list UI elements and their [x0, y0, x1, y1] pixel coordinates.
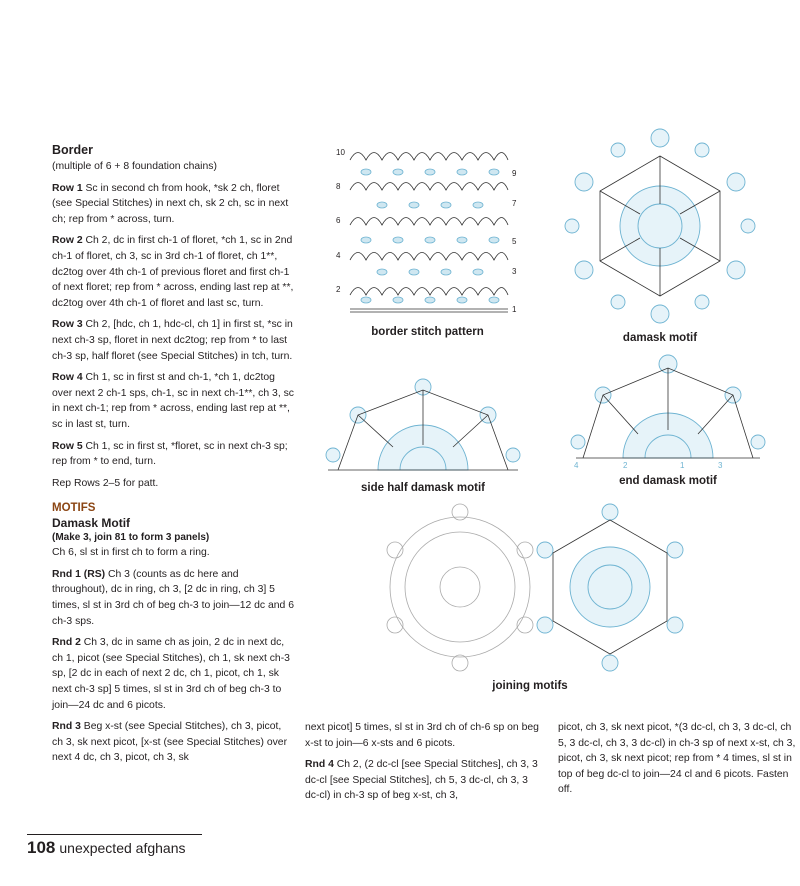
border-heading: Border [52, 143, 93, 157]
row-number-2: 2 [336, 285, 341, 294]
rnd-3: Rnd 3 Beg x-st (see Special Stitches), ch 3, picot, ch 3, sk next picot, [x-st (see Special Stitches) over next 4 dc, ch 3, picot, ch 3, sk [52, 721, 288, 764]
side-half-damask-diagram [318, 375, 528, 475]
row-number-9: 9 [512, 169, 517, 178]
border-row-5: Row 5 Ch 1, sc in first st, *floret, sc in next ch-3 sp; rep from * to end, turn. [52, 440, 288, 468]
damask-motif-caption: damask motif [622, 332, 698, 344]
rnd-3-continued: next picot] 5 times, sl st in 3rd ch of ch-6 sp on beg x-st to join—6 x-sts and 6 picots. [305, 722, 539, 749]
page-footer [27, 838, 185, 858]
damask-heading: Damask Motif [52, 516, 131, 531]
end-damask-caption: end damask motif [619, 475, 717, 487]
border-row-3: Row 3 Ch 2, [hdc, ch 1, hdc-cl, ch 1] in first st, *sc in next ch-3 sp, floret in next dc2tog; rep from * to last ch-3 sp, half floret (see Special Stitches) in tch, turn. [52, 319, 293, 362]
motif-intro: Ch 6, sl st in first ch to form a ring. [52, 547, 210, 559]
end-number-1: 1 [680, 461, 685, 470]
right-column [558, 720, 798, 804]
end-damask-diagram [568, 350, 768, 470]
rnd-2: Rnd 2 Ch 3, dc in same ch as join, 2 dc in next dc, ch 1, picot (see Special Stitches), ch 1, sk next ch-3 sp, [2 dc in each of next 2 dc, ch 1, picot, ch 1, sk next ch-3 sp] 5 times, sl st in 3rd ch of beg ch-3 to join—24 dc and 6 picots. [52, 637, 290, 711]
row-number-3: 3 [512, 267, 517, 276]
book-title: unexpected afghans [59, 840, 186, 856]
left-column [52, 142, 294, 772]
row-number-1: 1 [512, 305, 517, 314]
row-number-10: 10 [336, 148, 345, 157]
row-number-8: 8 [336, 182, 341, 191]
border-stitch-diagram [330, 140, 525, 320]
border-row-2: Row 2 Ch 2, dc in first ch-1 of floret, *ch 1, sc in 2nd ch-1 of floret, ch 3, sc in 3rd ch-1 of floret, ch 1**, dc2tog over 4th ch-1 of previous floret and first ch-1 of next floret; rep from * across, ending last rep at **, dc2tog over 4th ch-1 of floret and last sc, turn. [52, 235, 294, 309]
footer-rule [27, 834, 202, 835]
end-number-3: 3 [718, 461, 723, 470]
motifs-heading: MOTIFS [52, 502, 96, 515]
border-stitch-caption: border stitch pattern [371, 326, 484, 338]
rnd-4-continued: picot, ch 3, sk next picot, *(3 dc-cl, ch 3, 3 dc-cl, ch 5, 3 dc-cl, ch 3, 3 dc-cl) in ch-3 sp of next x-st, ch 3, picot, ch 3, sk next picot; rep from * 4 times, sl st in top of beg dc-cl to join—24 cl and 6 picots. Fasten off. [558, 722, 796, 796]
end-number-2: 2 [623, 461, 628, 470]
joining-motifs-diagram [375, 500, 695, 675]
border-row-4: Row 4 Ch 1, sc in first st and ch-1, *ch 1, dc2tog over next 2 ch-1 sps, ch-1, sc in next ch-1**, ch 3, sc in next ch-1; rep from * across, ending last rep at **, sc in last st, turn. [52, 372, 294, 430]
border-note: (multiple of 6 + 8 foundation chains) [52, 161, 217, 172]
row-number-4: 4 [336, 251, 341, 260]
row-number-6: 6 [336, 216, 341, 225]
row-number-5: 5 [512, 237, 517, 246]
row-number-7: 7 [512, 199, 517, 208]
middle-column [305, 720, 545, 810]
damask-motif-diagram [560, 126, 760, 326]
make-note: (Make 3, join 81 to form 3 panels) [52, 532, 210, 544]
border-row-1: Row 1 Sc in second ch from hook, *sk 2 ch, floret (see Special Stitches) in next ch, sk 2 ch, sc in next ch; rep from * across, turn. [52, 182, 289, 225]
rnd-4: Rnd 4 Ch 2, (2 dc-cl [see Special Stitches], ch 3, 3 dc-cl [see Special Stitches], ch 5, 3 dc-cl, ch 3, 3 dc-cl) in ch-3 sp of beg x-st, ch 3, [305, 759, 538, 802]
rnd-1: Rnd 1 (RS) Ch 3 (counts as dc here and throughout), dc in ring, ch 3, [2 dc in ring, ch 3] 5 times, sl st in 3rd ch of beg ch-3 to join—12 dc and 6 ch-3 sps. [52, 568, 294, 627]
side-half-damask-caption: side half damask motif [361, 482, 485, 494]
page-number: 108 [27, 838, 56, 857]
joining-motifs-caption: joining motifs [492, 680, 568, 692]
end-number-4: 4 [574, 461, 579, 470]
border-rep: Rep Rows 2–5 for patt. [52, 477, 159, 489]
